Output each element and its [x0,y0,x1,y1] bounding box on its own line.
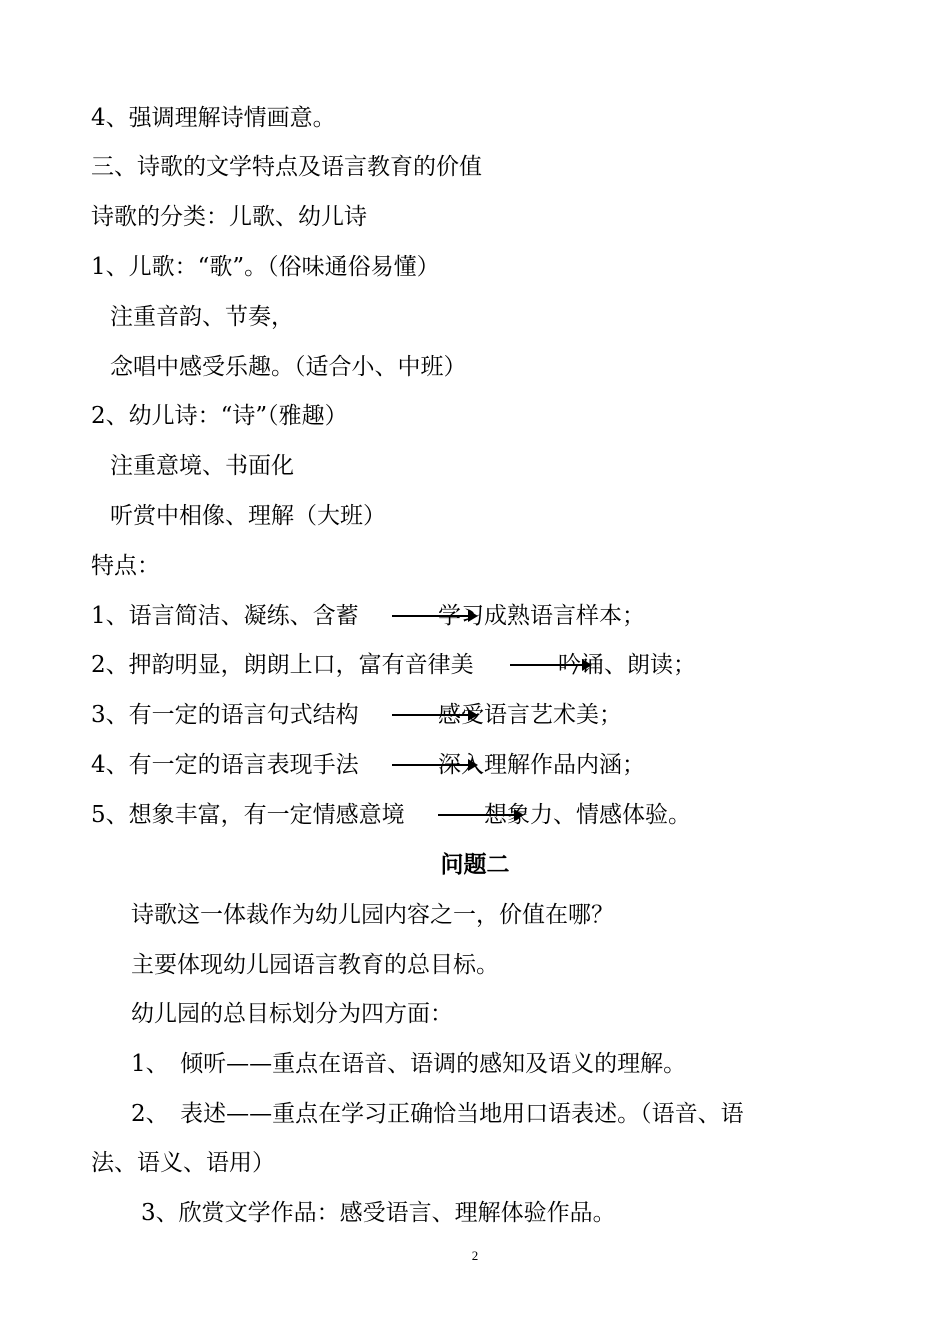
list-item-continuation: 法、语义、语用） [91,1150,275,1176]
section-heading: 三、诗歌的文学特点及语言教育的价值 [91,154,482,180]
list-item: 2、 表述——重点在学习正确恰当地用口语表述。（语音、语 [131,1101,744,1127]
text-line: 念唱中感受乐趣。（适合小、中班） [110,354,467,380]
list-item: 3、欣赏文学作品：感受语言、理解体验作品。 [141,1200,616,1226]
text-line: 幼儿园的总目标划分为四方面： [131,1001,453,1027]
feature-left: 4、有一定的语言表现手法 [91,752,359,778]
text-line: 注重意境、书面化 [110,453,294,479]
feature-right: 感受语言艺术美； [438,702,622,728]
text-line: 特点： [91,553,160,579]
list-item: 1、 倾听——重点在语音、语调的感知及语义的理解。 [131,1051,687,1077]
feature-left: 2、押韵明显，朗朗上口，富有音律美 [91,652,474,678]
feature-left: 5、想象丰富，有一定情感意境 [91,802,405,828]
text-line: 2、幼儿诗：“诗”（雅趣） [91,403,348,429]
feature-right: 吟诵、朗读； [558,652,696,678]
text-line: 4、强调理解诗情画意。 [91,105,336,131]
question-heading: 问题二 [440,851,510,878]
feature-left: 1、语言简洁、凝练、含蓄 [91,603,359,629]
feature-right: 学习成熟语言样本； [438,603,645,629]
text-line: 主要体现幼儿园语言教育的总目标。 [131,952,499,978]
text-line: 注重音韵、节奏， [110,304,294,330]
text-line: 诗歌的分类：儿歌、幼儿诗 [91,204,367,230]
text-line: 1、儿歌：“歌”。（俗味通俗易懂） [91,254,440,280]
text-line: 诗歌这一体裁作为幼儿园内容之一，价值在哪？ [131,902,614,928]
feature-left: 3、有一定的语言句式结构 [91,702,359,728]
feature-right: 想象力、情感体验。 [484,802,691,828]
page-number: 2 [471,1248,479,1263]
text-line: 听赏中相像、理解（大班） [110,503,386,529]
feature-right: 深入理解作品内涵； [438,752,645,778]
